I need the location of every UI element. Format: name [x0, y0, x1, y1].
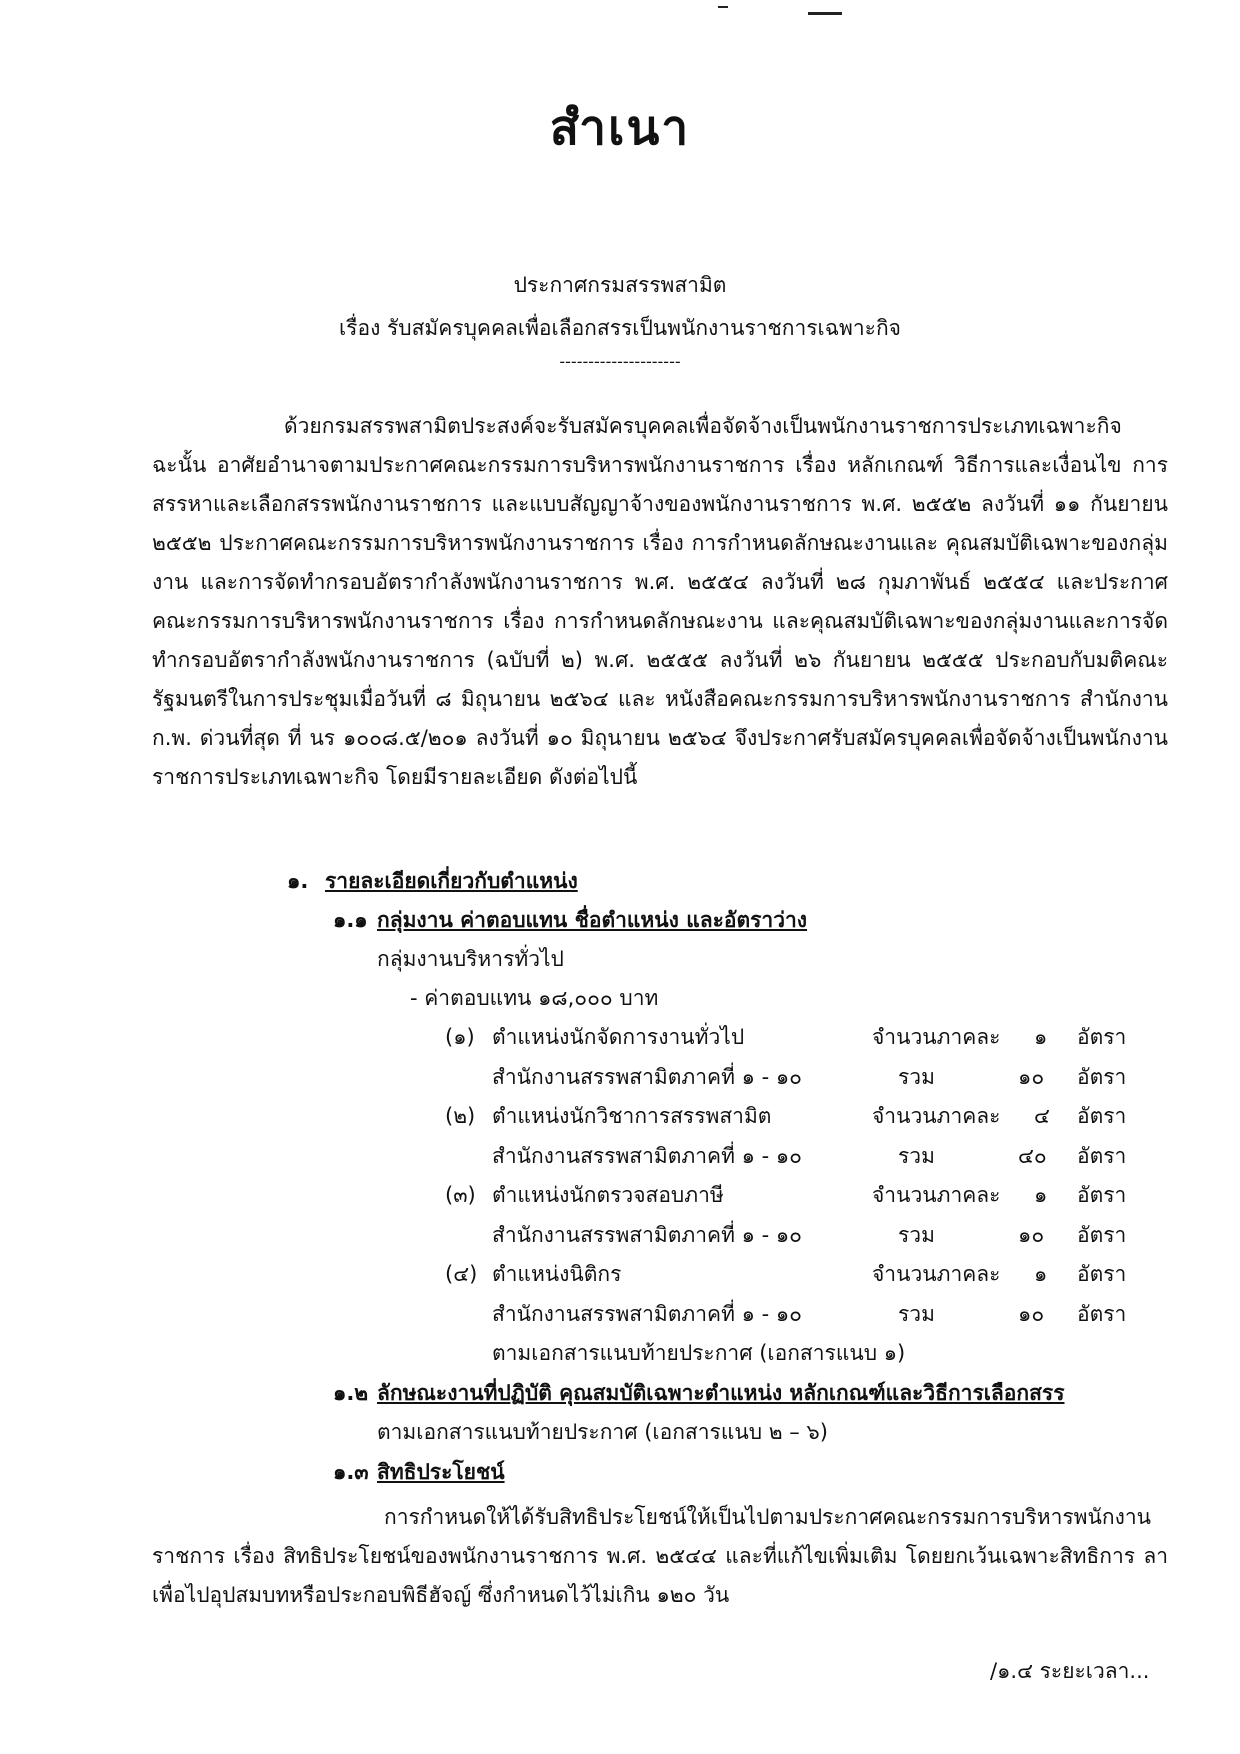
per-region-label: จำนวนภาคละ	[872, 1183, 1001, 1207]
total-count: ๑๐	[1018, 1065, 1045, 1089]
per-region-label: จำนวนภาคละ	[872, 1104, 1001, 1128]
per-region-count: ๔	[1034, 1104, 1050, 1128]
attachment-note-2: ตามเอกสารแนบท้ายประกาศ (เอกสารแนบ ๒ – ๖)	[377, 1420, 828, 1444]
per-region-count: ๑	[1034, 1025, 1048, 1049]
section-1-1-number: ๑.๑	[333, 908, 368, 932]
position-number: (๔)	[445, 1262, 478, 1286]
section-1-3-title: สิทธิประโยชน์	[377, 1460, 505, 1484]
section-1-2-number: ๑.๒	[333, 1381, 369, 1405]
total-label: รวม	[898, 1065, 935, 1089]
intro-paragraph: ด้วยกรมสรรพสามิตประสงค์จะรับสมัครบุคคลเพื่อจัดจ้างเป็นพนักงานราชการประเภทเฉพาะกิจ ฉะนั้น อาศัยอำนาจตามประกาศคณะกรรมการบริหารพนักงานราชการ เรื่อง หลักเกณฑ์ วิธีการและเงื่อนไข การสรรหาและเลือกสรรพนักงานราชการ และแบบสัญญาจ้างของพนักงานราชการ พ.ศ. ๒๕๕๒ ลงวันที่ ๑๑ กันยายน ๒๕๕๒ ประกาศคณะกรรมการบริหารพนักงานราชการ เรื่อง การกำหนดลักษณะงานและ คุณสมบัติเฉพาะของกลุ่มงาน และการจัดทำกรอบอัตรากำลังพนักงานราชการ พ.ศ. ๒๕๕๔ ลงวันที่ ๒๘ กุมภาพันธ์ ๒๕๕๔ และประกาศคณะกรรมการบริหารพนักงานราชการ เรื่อง การกำหนดลักษณะงาน และคุณสมบัติเฉพาะของกลุ่มงานและการจัดทำกรอบอัตรากำลังพนักงานราชการ (ฉบับที่ ๒) พ.ศ. ๒๕๕๕ ลงวันที่ ๒๖ กันยายน ๒๕๕๕ ประกอบกับมติคณะรัฐมนตรีในการประชุมเมื่อวันที่ ๘ มิถุนายน ๒๕๖๔ และ หนังสือคณะกรรมการบริหารพนักงานราชการ สำนักงาน ก.พ. ด่วนที่สุด ที่ นร ๑๐๐๘.๕/๒๐๑ ลงวันที่ ๑๐ มิถุนายน ๒๕๖๔ จึงประกาศรับสมัครบุคคลเพื่อจัดจ้างเป็นพนักงานราชการประเภทเฉพาะกิจ โดยมีรายละเอียด ดังต่อไปนี้	[152, 414, 1168, 789]
unit-label: อัตรา	[1077, 1065, 1127, 1089]
scan-mark	[808, 12, 842, 15]
unit-label: อัตรา	[1077, 1104, 1127, 1128]
unit-label: อัตรา	[1077, 1223, 1127, 1247]
position-number: (๒)	[445, 1104, 476, 1128]
unit-label: อัตรา	[1077, 1183, 1127, 1207]
position-number: (๑)	[445, 1025, 475, 1049]
total-count: ๔๐	[1018, 1144, 1047, 1168]
copy-stamp: สำเนา	[549, 100, 691, 156]
office-range: สำนักงานสรรพสามิตภาคที่ ๑ - ๑๐	[492, 1302, 802, 1326]
per-region-label: จำนวนภาคละ	[872, 1262, 1001, 1286]
page-continuation: /๑.๔ ระยะเวลา...	[990, 1659, 1150, 1683]
unit-label: อัตรา	[1077, 1025, 1127, 1049]
total-count: ๑๐	[1018, 1302, 1045, 1326]
total-label: รวม	[898, 1223, 935, 1247]
section-1-number: ๑.	[287, 869, 309, 893]
work-group: กลุ่มงานบริหารทั่วไป	[377, 947, 564, 971]
position-name: ตำแหน่งนักจัดการงานทั่วไป	[492, 1025, 745, 1049]
per-region-count: ๑	[1034, 1183, 1048, 1207]
position-name: ตำแหน่งนักตรวจสอบภาษี	[492, 1183, 724, 1207]
total-label: รวม	[898, 1144, 935, 1168]
benefits-paragraph: การกำหนดให้ได้รับสิทธิประโยชน์ให้เป็นไปตามประกาศคณะกรรมการบริหารพนักงาน ราชการ เรื่อง สิทธิประโยชน์ของพนักงานราชการ พ.ศ. ๒๕๔๔ และที่แก้ไขเพิ่มเติม โดยยกเว้นเฉพาะสิทธิการ ลาเพื่อไปอุปสมบทหรือประกอบพิธีฮัจญ์ ซึ่งกำหนดไว้ไม่เกิน ๑๒๐ วัน	[152, 1505, 1168, 1607]
section-1-2-title: ลักษณะงานที่ปฏิบัติ คุณสมบัติเฉพาะตำแหน่ง หลักเกณฑ์และวิธีการเลือกสรร	[377, 1381, 1065, 1405]
per-region-label: จำนวนภาคละ	[872, 1025, 1001, 1049]
unit-label: อัตรา	[1077, 1302, 1127, 1326]
office-range: สำนักงานสรรพสามิตภาคที่ ๑ - ๑๐	[492, 1065, 802, 1089]
total-label: รวม	[898, 1302, 935, 1326]
position-number: (๓)	[445, 1183, 476, 1207]
pay-rate: - ค่าตอบแทน ๑๘,๐๐๐ บาท	[410, 986, 659, 1010]
position-name: ตำแหน่งนิติกร	[492, 1262, 622, 1286]
position-name: ตำแหน่งนักวิชาการสรรพสามิต	[492, 1104, 772, 1128]
section-1-title-text: รายละเอียดเกี่ยวกับตำแหน่ง	[325, 869, 578, 893]
office-range: สำนักงานสรรพสามิตภาคที่ ๑ - ๑๐	[492, 1223, 802, 1247]
announcement-title: ประกาศกรมสรรพสามิต	[513, 273, 727, 297]
office-range: สำนักงานสรรพสามิตภาคที่ ๑ - ๑๐	[492, 1144, 802, 1168]
unit-label: อัตรา	[1077, 1144, 1127, 1168]
per-region-count: ๑	[1034, 1262, 1048, 1286]
section-1-1-title: กลุ่มงาน ค่าตอบแทน ชื่อตำแหน่ง และอัตราว่าง	[377, 908, 808, 932]
header-divider: ---------------------	[559, 352, 681, 371]
unit-label: อัตรา	[1077, 1262, 1127, 1286]
attachment-note-1: ตามเอกสารแนบท้ายประกาศ (เอกสารแนบ ๑)	[492, 1341, 906, 1365]
total-count: ๑๐	[1018, 1223, 1045, 1247]
announcement-subject: เรื่อง รับสมัครบุคคลเพื่อเลือกสรรเป็นพนักงานราชการเฉพาะกิจ	[339, 316, 901, 340]
section-1-3-number: ๑.๓	[333, 1460, 369, 1484]
scan-mark	[718, 6, 728, 8]
